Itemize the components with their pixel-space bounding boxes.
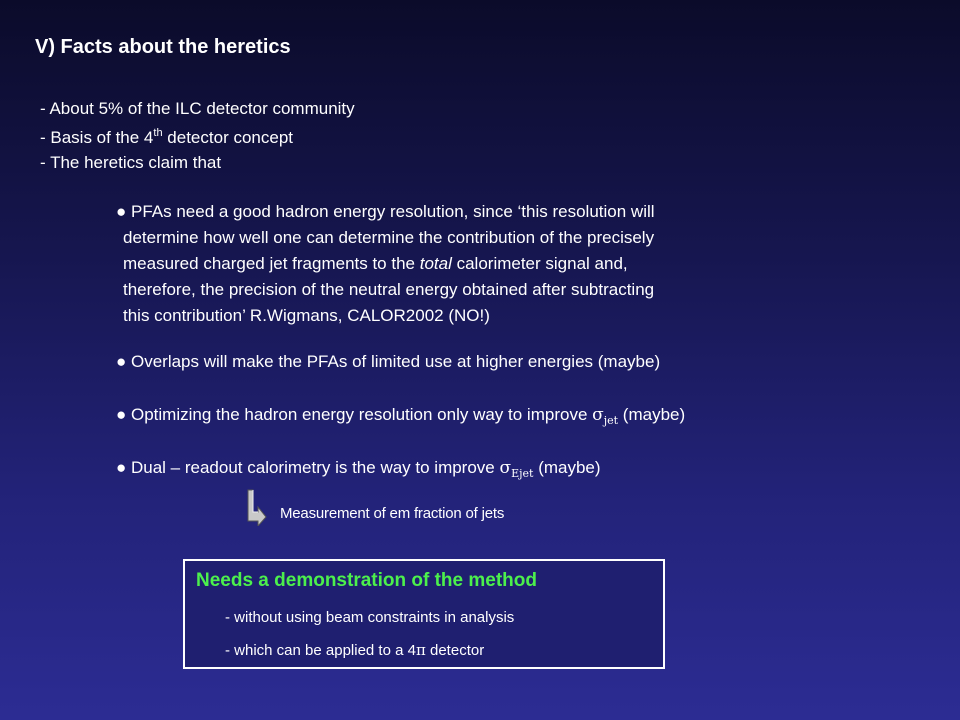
claim-dual-readout: ● Dual – readout calorimetry is the way to improve $\sigma_{Ejet}$ (maybe) <box>116 458 601 480</box>
emphasis-total: total <box>419 254 452 273</box>
bullet-community: - About 5% of the ILC detector community <box>40 99 355 118</box>
demonstration-box <box>183 559 665 669</box>
measurement-note: Measurement of em fraction of jets <box>280 505 505 522</box>
claim-pfa-resolution: ● PFAs need a good hadron energy resolution, since ‘this resolution will determine how well one can determine the contribution of the precisely measured charged jet fragments to the total calorimeter signal and, therefore, the precision of the neutral energy obtained after subtracting this contribution’ R.Wigmans, CALOR2002 (NO!) <box>116 202 655 325</box>
sigma-symbol: σ <box>592 405 604 425</box>
superscript-th: th <box>153 127 163 139</box>
bullet-basis: - Basis of the 4th detector concept <box>40 127 293 147</box>
intro-bullet-list <box>40 96 355 175</box>
pi-symbol: π <box>415 641 426 659</box>
subscript-jet: jet <box>603 414 619 427</box>
sigma-symbol: σ <box>499 458 512 478</box>
claim-optimizing: ● Optimizing the hadron energy resolution only way to improve $\sigma_{jet}$ (maybe) <box>116 405 686 427</box>
slide-title: V) Facts about the heretics <box>35 36 291 58</box>
subscript-ejet: Ejet <box>511 467 534 480</box>
bullet-heretics-claim: - The heretics claim that <box>40 153 222 172</box>
demo-line-beam-constraints: - without using beam constraints in analysis <box>225 609 515 626</box>
bent-arrow-icon <box>246 488 268 526</box>
claim-overlaps: ● Overlaps will make the PFAs of limited use at higher energies (maybe) <box>116 352 661 371</box>
demo-line-4pi-detector: - which can be applied to a 4π detector <box>225 641 485 659</box>
demonstration-title: Needs a demonstration of the method <box>196 570 537 591</box>
